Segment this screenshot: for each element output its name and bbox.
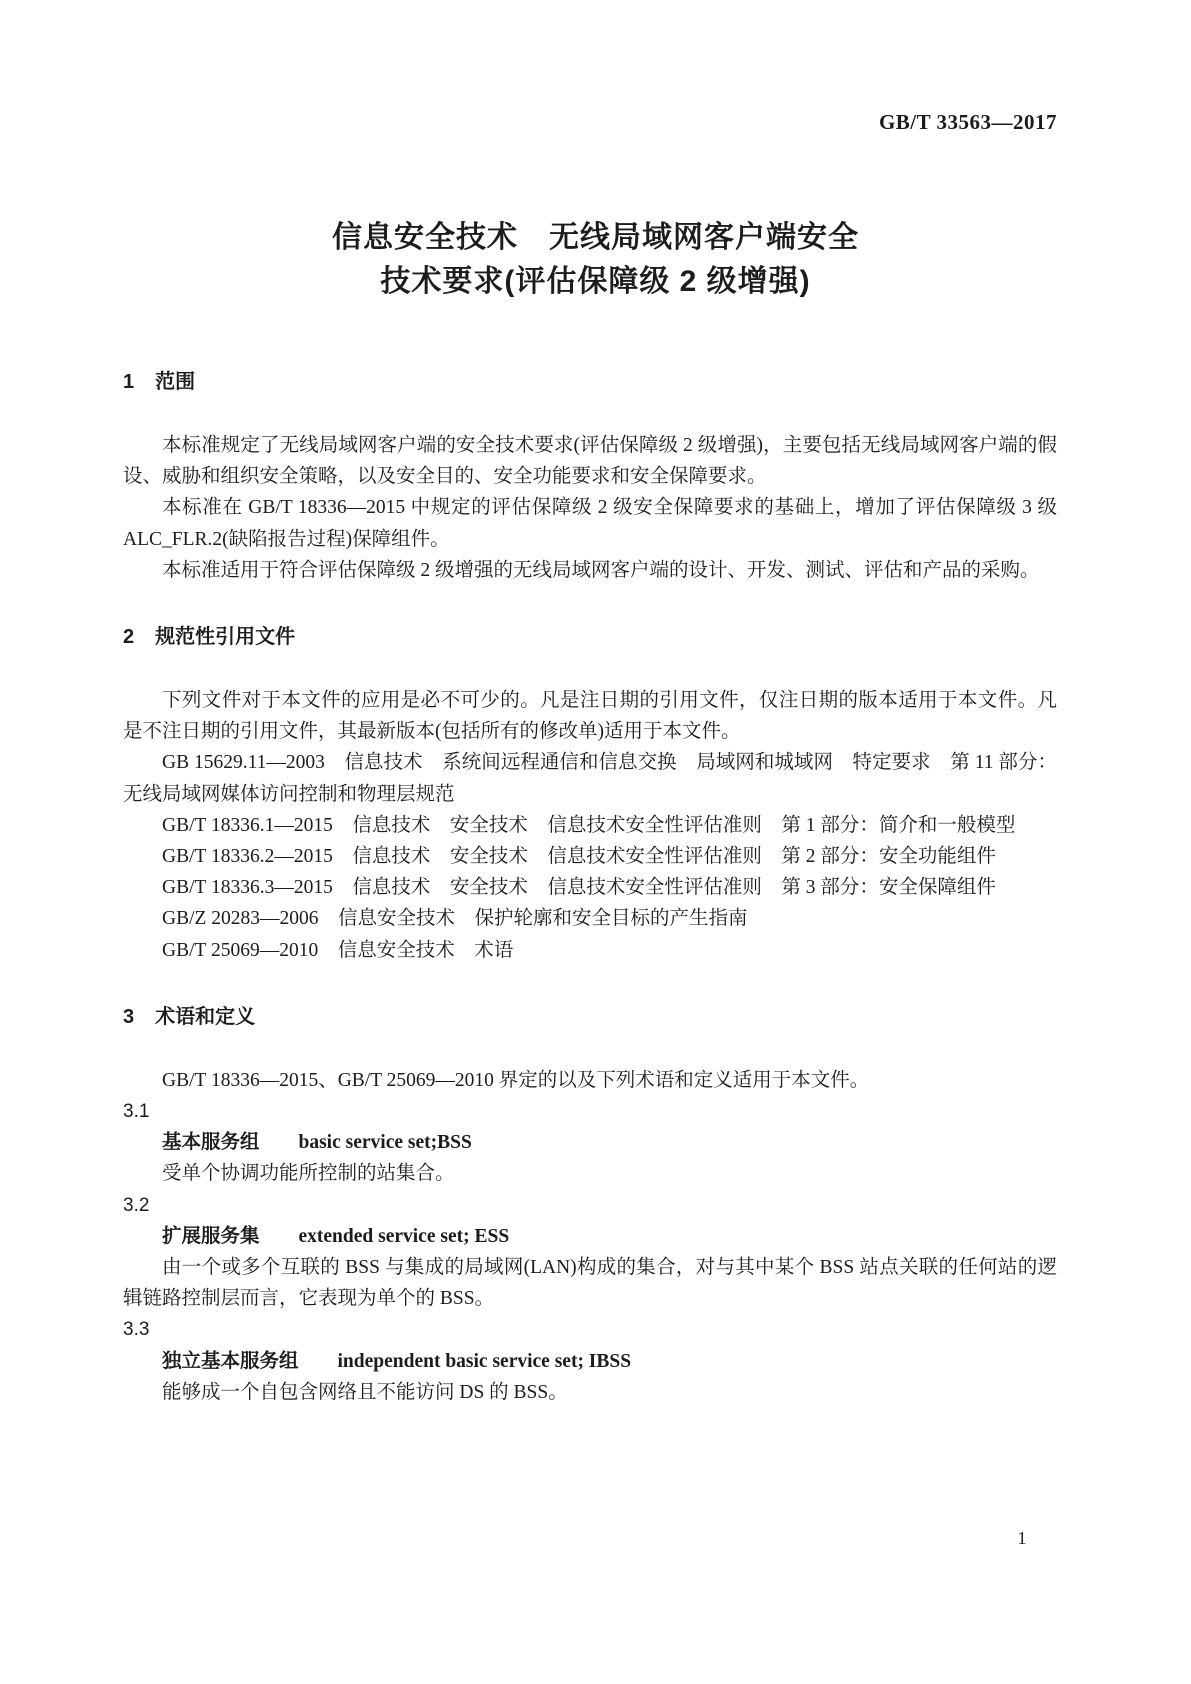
scope-paragraph: 本标准规定了无线局域网客户端的安全技术要求(评估保障级 2 级增强)，主要包括无线局域网客户端的假设、威胁和组织安全策略，以及安全目的、安全功能要求和安全保障要求。 (123, 435, 1057, 488)
section-number: 2 (123, 626, 135, 649)
section-number: 3 (123, 1005, 135, 1028)
reference-item: GB/T 18336.2—2015 信息技术 安全技术 信息技术安全性评估准则 第 2 部分：安全功能组件 (162, 846, 996, 868)
standard-code: GB/T 33563—2017 (878, 110, 1057, 134)
term-number: 3.3 (123, 1319, 150, 1341)
document-title (0, 216, 1191, 304)
scope-paragraph: 本标准适用于符合评估保障级 2 级增强的无线局域网客户端的设计、开发、测试、评估和产品的采购。 (162, 559, 1040, 581)
section-title: 范围 (155, 371, 196, 393)
section-number: 1 (123, 371, 135, 393)
term-definition: 能够成一个自包含网络且不能访问 DS 的 BSS。 (162, 1381, 568, 1403)
term-definition: 受单个协调功能所控制的站集合。 (162, 1163, 455, 1185)
term-number: 3.2 (123, 1194, 150, 1216)
term-name: 独立基本服务组 independent basic service set; IBSS (162, 1350, 632, 1372)
term-name: 基本服务组 basic service set;BSS (162, 1132, 472, 1154)
reference-item: GB/T 18336.1—2015 信息技术 安全技术 信息技术安全性评估准则 第 1 部分：简介和一般模型 (162, 814, 1016, 836)
term-number: 3.1 (123, 1101, 150, 1123)
term-definition: 由一个或多个互联的 BSS 与集成的局域网(LAN)构成的集合，对与其中某个 BSS 站点关联的任何站的逻辑链路控制层而言，它表现为单个的 BSS。 (123, 1257, 1057, 1310)
section-heading-normative-references (123, 623, 1057, 651)
reference-item: GB/T 25069—2010 信息安全技术 术语 (162, 939, 514, 961)
term-entry (123, 1096, 1057, 1190)
normative-references-intro: 下列文件对于本文件的应用是必不可少的。凡是注日期的引用文件，仅注日期的版本适用于本文件。凡是不注日期的引用文件，其最新版本(包括所有的修改单)适用于本文件。 (123, 690, 1057, 743)
scope-paragraph: 本标准在 GB/T 18336—2015 中规定的评估保障级 2 级安全保障要求的基础上，增加了评估保障级 3 级 ALC_FLR.2(缺陷报告过程)保障组件。 (123, 497, 1057, 550)
section-title: 规范性引用文件 (155, 626, 296, 649)
term-name: 扩展服务集 extended service set; ESS (162, 1225, 510, 1247)
section-heading-terms-definitions (123, 1003, 1057, 1031)
term-entry (123, 1314, 1057, 1408)
section-heading-scope (123, 368, 1057, 396)
reference-item: GB/Z 20283—2006 信息安全技术 保护轮廓和安全目标的产生指南 (162, 908, 748, 930)
reference-item: GB/T 18336.3—2015 信息技术 安全技术 信息技术安全性评估准则 第 3 部分：安全保障组件 (162, 877, 996, 899)
document-title-line2: 技术要求(评估保障级 2 级增强) (380, 265, 811, 298)
term-entry (123, 1190, 1057, 1315)
section-title: 术语和定义 (155, 1005, 256, 1028)
page-number: 1 (1017, 1528, 1027, 1548)
reference-item: GB 15629.11—2003 信息技术 系统间远程通信和信息交换 局域网和城域网 特定要求 第 11 部分：无线局域网媒体访问控制和物理层规范 (123, 752, 1057, 805)
terms-intro: GB/T 18336—2015、GB/T 25069—2010 界定的以及下列术语和定义适用于本文件。 (162, 1069, 870, 1091)
document-body (123, 368, 1057, 1408)
document-title-line1: 信息安全技术 无线局域网客户端安全 (332, 221, 859, 254)
